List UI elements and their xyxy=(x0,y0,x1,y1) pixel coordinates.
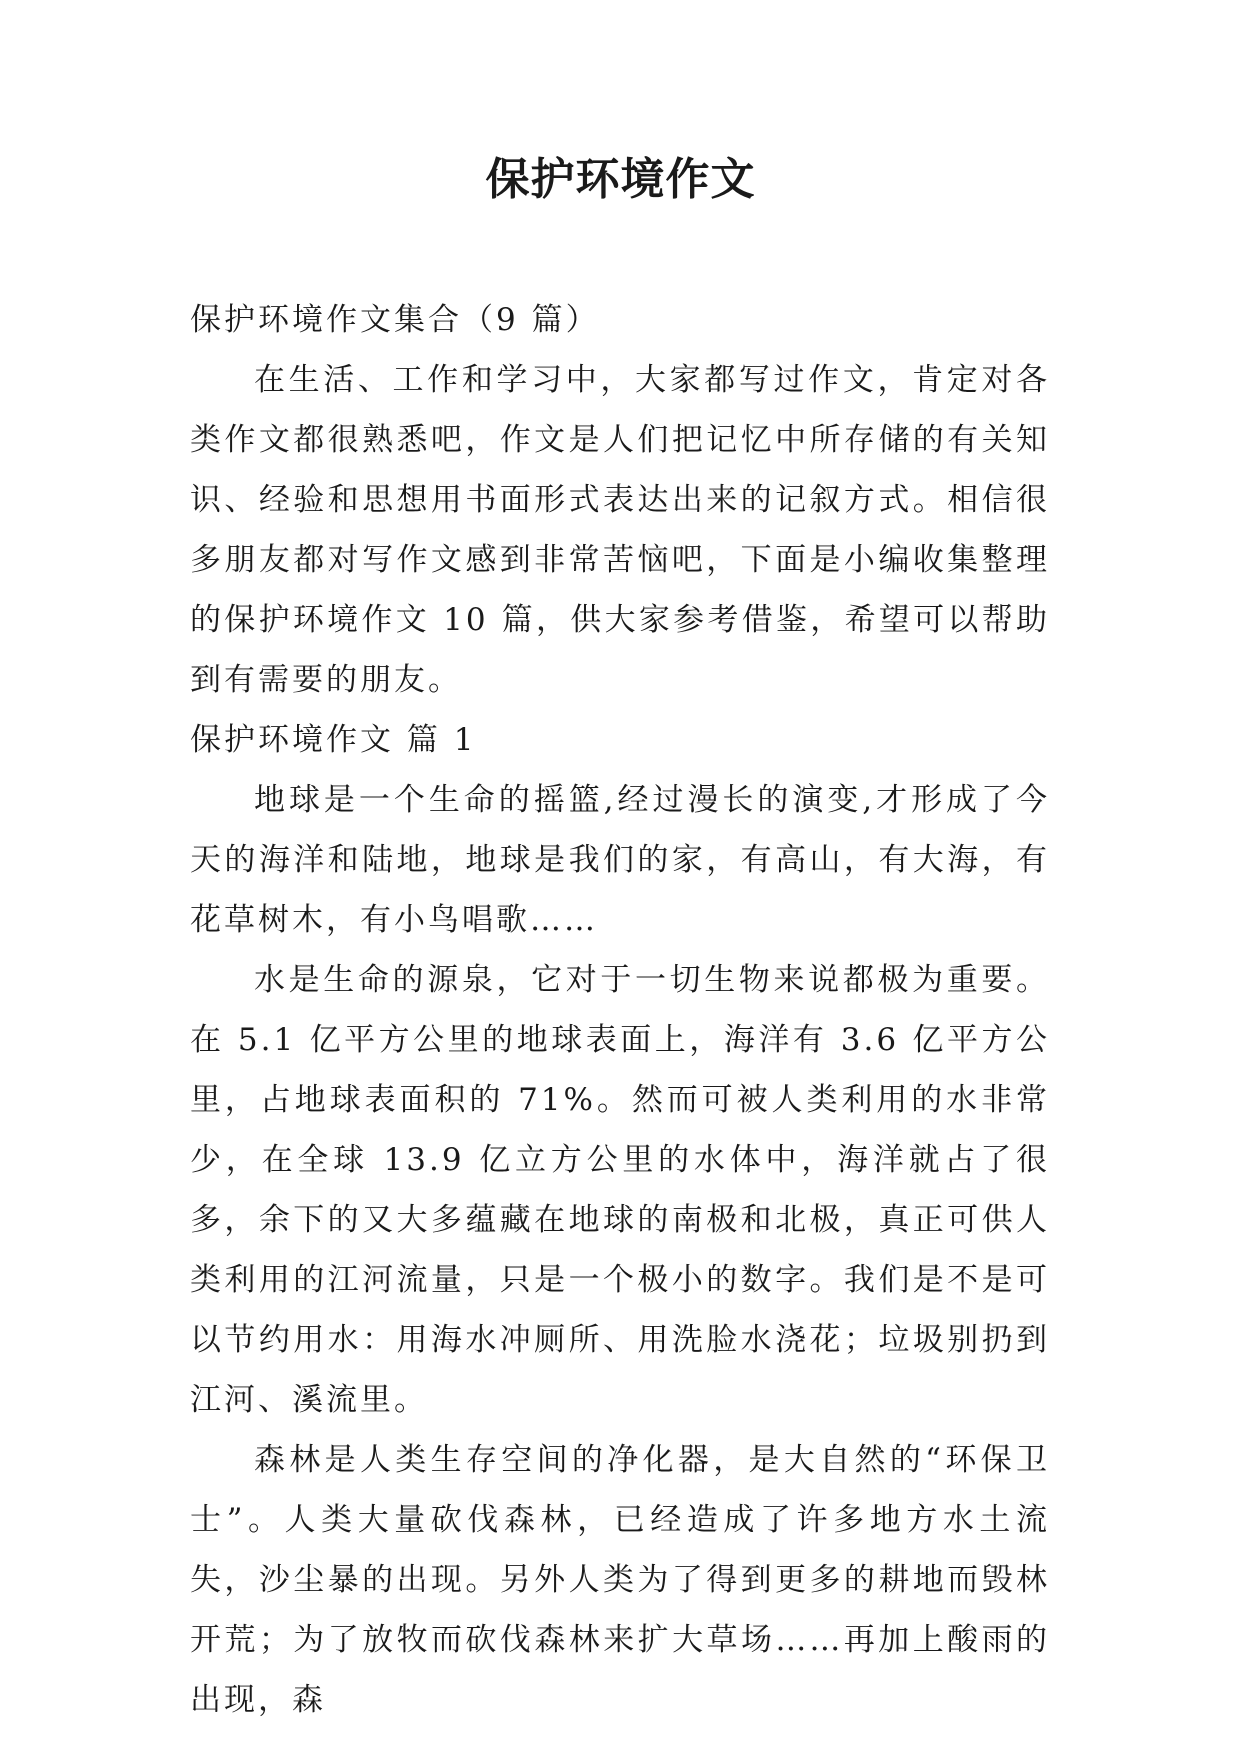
document-title: 保护环境作文 xyxy=(485,154,756,205)
essay-paragraph-2: 水是生命的源泉，它对于一切生物来说都极为重要。在 5.1 亿平方公里的地球表面上，海洋有 3.6 亿平方公里，占地球表面积的 71%。然而可被人类利用的水非常少，在全球 13.9 亿立方公里的水体中，海洋就占了很多，余下的又大多蕴藏在地球的南极和北极，真正可供人类利用的江河流量，只是一个极小的数字。我们是不是可以节约用水：用海水冲厕所、用洗脸水浇花；垃圾别扔到江河、溪流里。 xyxy=(190,962,1050,1418)
document-body xyxy=(190,290,1050,1730)
essay-paragraph-3: 森林是人类生存空间的净化器，是大自然的“环保卫士”。人类大量砍伐森林，已经造成了许多地方水土流失，沙尘暴的出现。另外人类为了得到更多的耕地而毁林开荒；为了放牧而砍伐森林来扩大草场……再加上酸雨的出现，森 xyxy=(190,1442,1050,1718)
essay-paragraph-1: 地球是一个生命的摇篮,经过漫长的演变,才形成了今天的海洋和陆地，地球是我们的家，有高山，有大海，有花草树木，有小鸟唱歌…… xyxy=(190,782,1050,938)
collection-subtitle: 保护环境作文集合（9 篇） xyxy=(190,302,600,338)
intro-paragraph: 在生活、工作和学习中，大家都写过作文，肯定对各类作文都很熟悉吧，作文是人们把记忆中所存储的有关知识、经验和思想用书面形式表达出来的记叙方式。相信很多朋友都对写作文感到非常苦恼吧，下面是小编收集整理的保护环境作文 10 篇，供大家参考借鉴，希望可以帮助到有需要的朋友。 xyxy=(190,362,1050,698)
section-heading: 保护环境作文 篇 1 xyxy=(190,722,477,758)
